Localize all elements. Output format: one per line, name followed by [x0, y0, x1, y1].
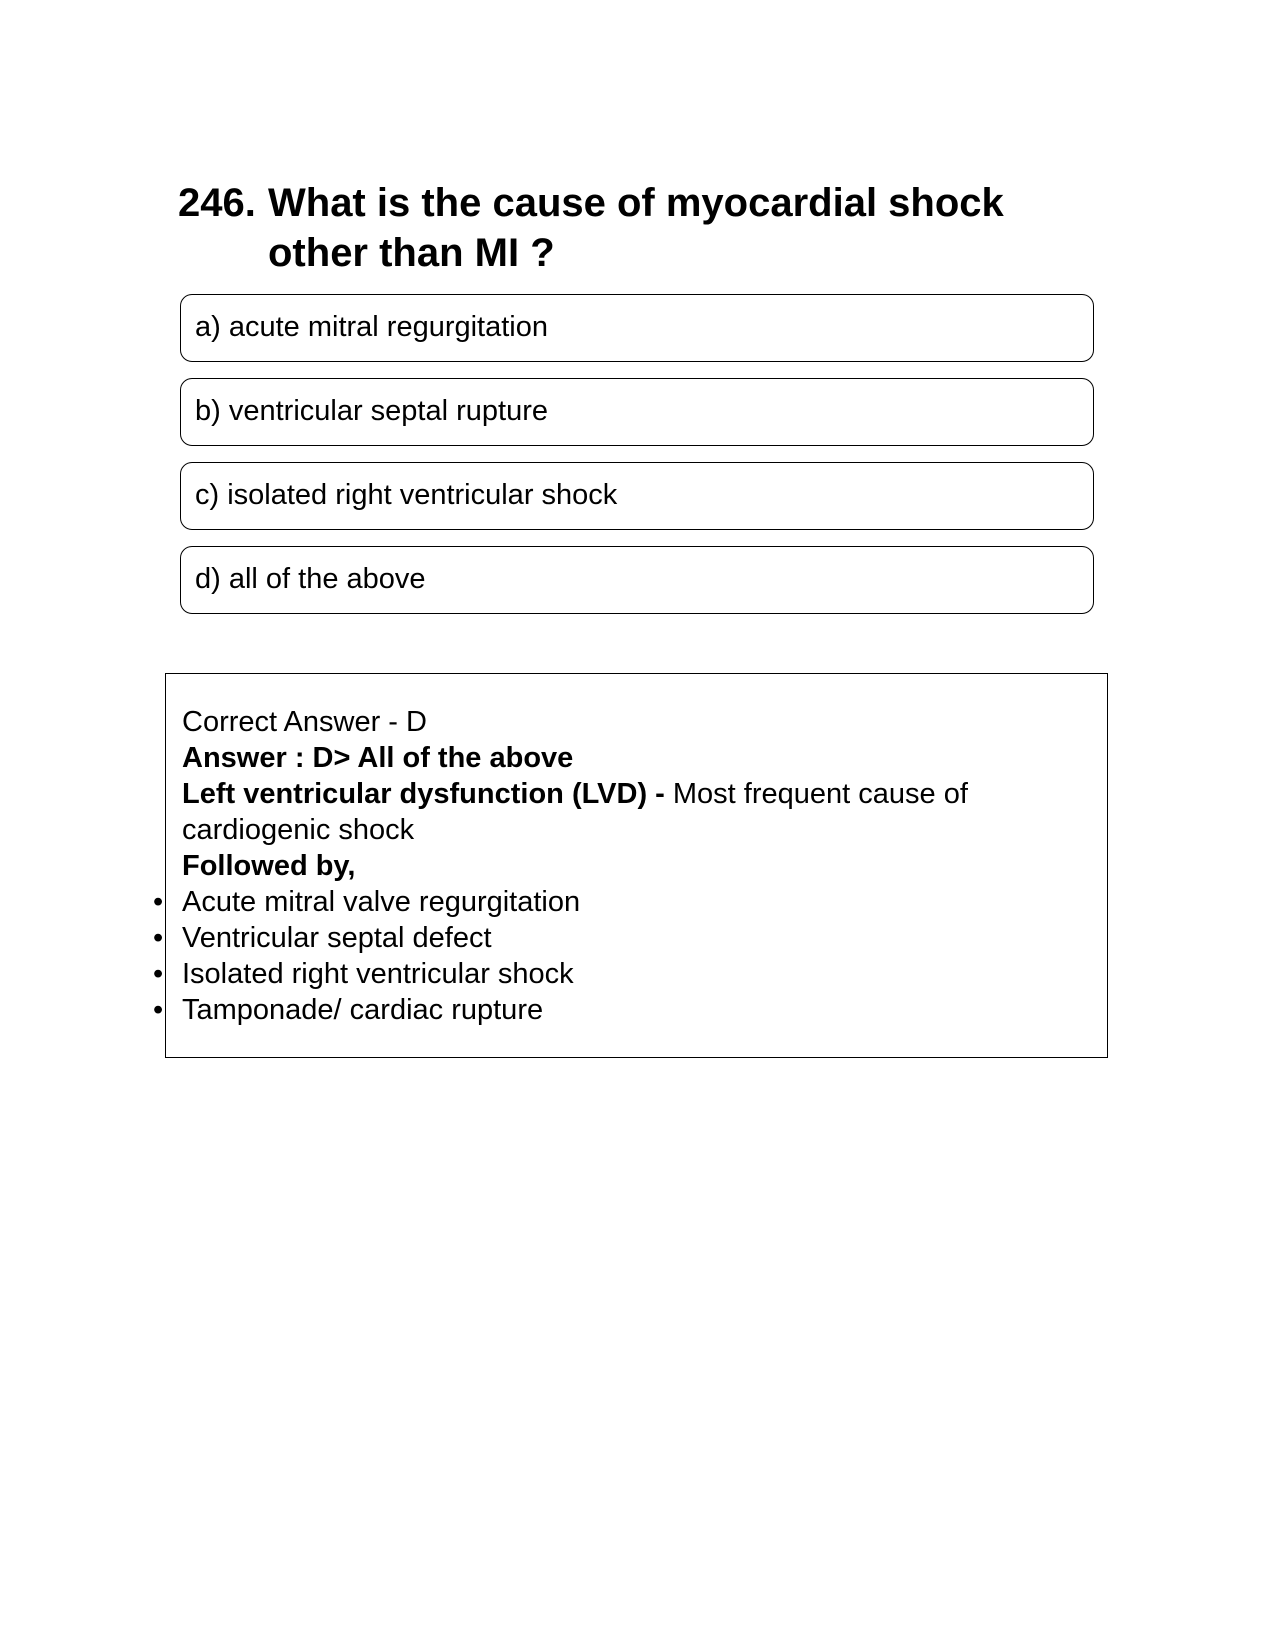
list-item: [153, 920, 1107, 956]
option-b[interactable]: b) ventricular septal rupture: [180, 378, 1094, 446]
list-item-text: Ventricular septal defect: [182, 922, 492, 954]
bullet-icon: •: [153, 922, 164, 954]
lvd-paragraph: [182, 776, 1107, 848]
followed-by-label: Followed by,: [182, 850, 356, 882]
option-a[interactable]: a) acute mitral regurgitation: [180, 294, 1094, 362]
list-item-text: Tamponade/ cardiac rupture: [182, 994, 544, 1026]
options-list: [180, 294, 1094, 630]
bullet-icon: •: [153, 958, 164, 990]
answer-box: [153, 673, 1108, 1058]
correct-answer-line: Correct Answer - D: [182, 706, 427, 738]
question-number: 246.: [178, 181, 256, 225]
list-item-text: Acute mitral valve regurgitation: [182, 886, 581, 918]
lvd-text: Most frequent cause of cardiogenic shock: [182, 778, 968, 846]
cause-list: [153, 884, 1107, 1028]
option-d[interactable]: d) all of the above: [180, 546, 1094, 614]
list-item-text: Isolated right ventricular shock: [182, 958, 574, 990]
bullet-icon: •: [153, 994, 164, 1026]
answer-line: Answer : D> All of the above: [182, 742, 574, 774]
option-c[interactable]: c) isolated right ventricular shock: [180, 462, 1094, 530]
list-item: [153, 992, 1107, 1028]
lvd-heading: Left ventricular dysfunction (LVD) -: [182, 778, 665, 810]
list-item: [153, 956, 1107, 992]
list-item: [153, 884, 1107, 920]
question-text: What is the cause of myocardial shock other than MI ?: [268, 181, 1004, 275]
bullet-icon: •: [153, 886, 164, 918]
